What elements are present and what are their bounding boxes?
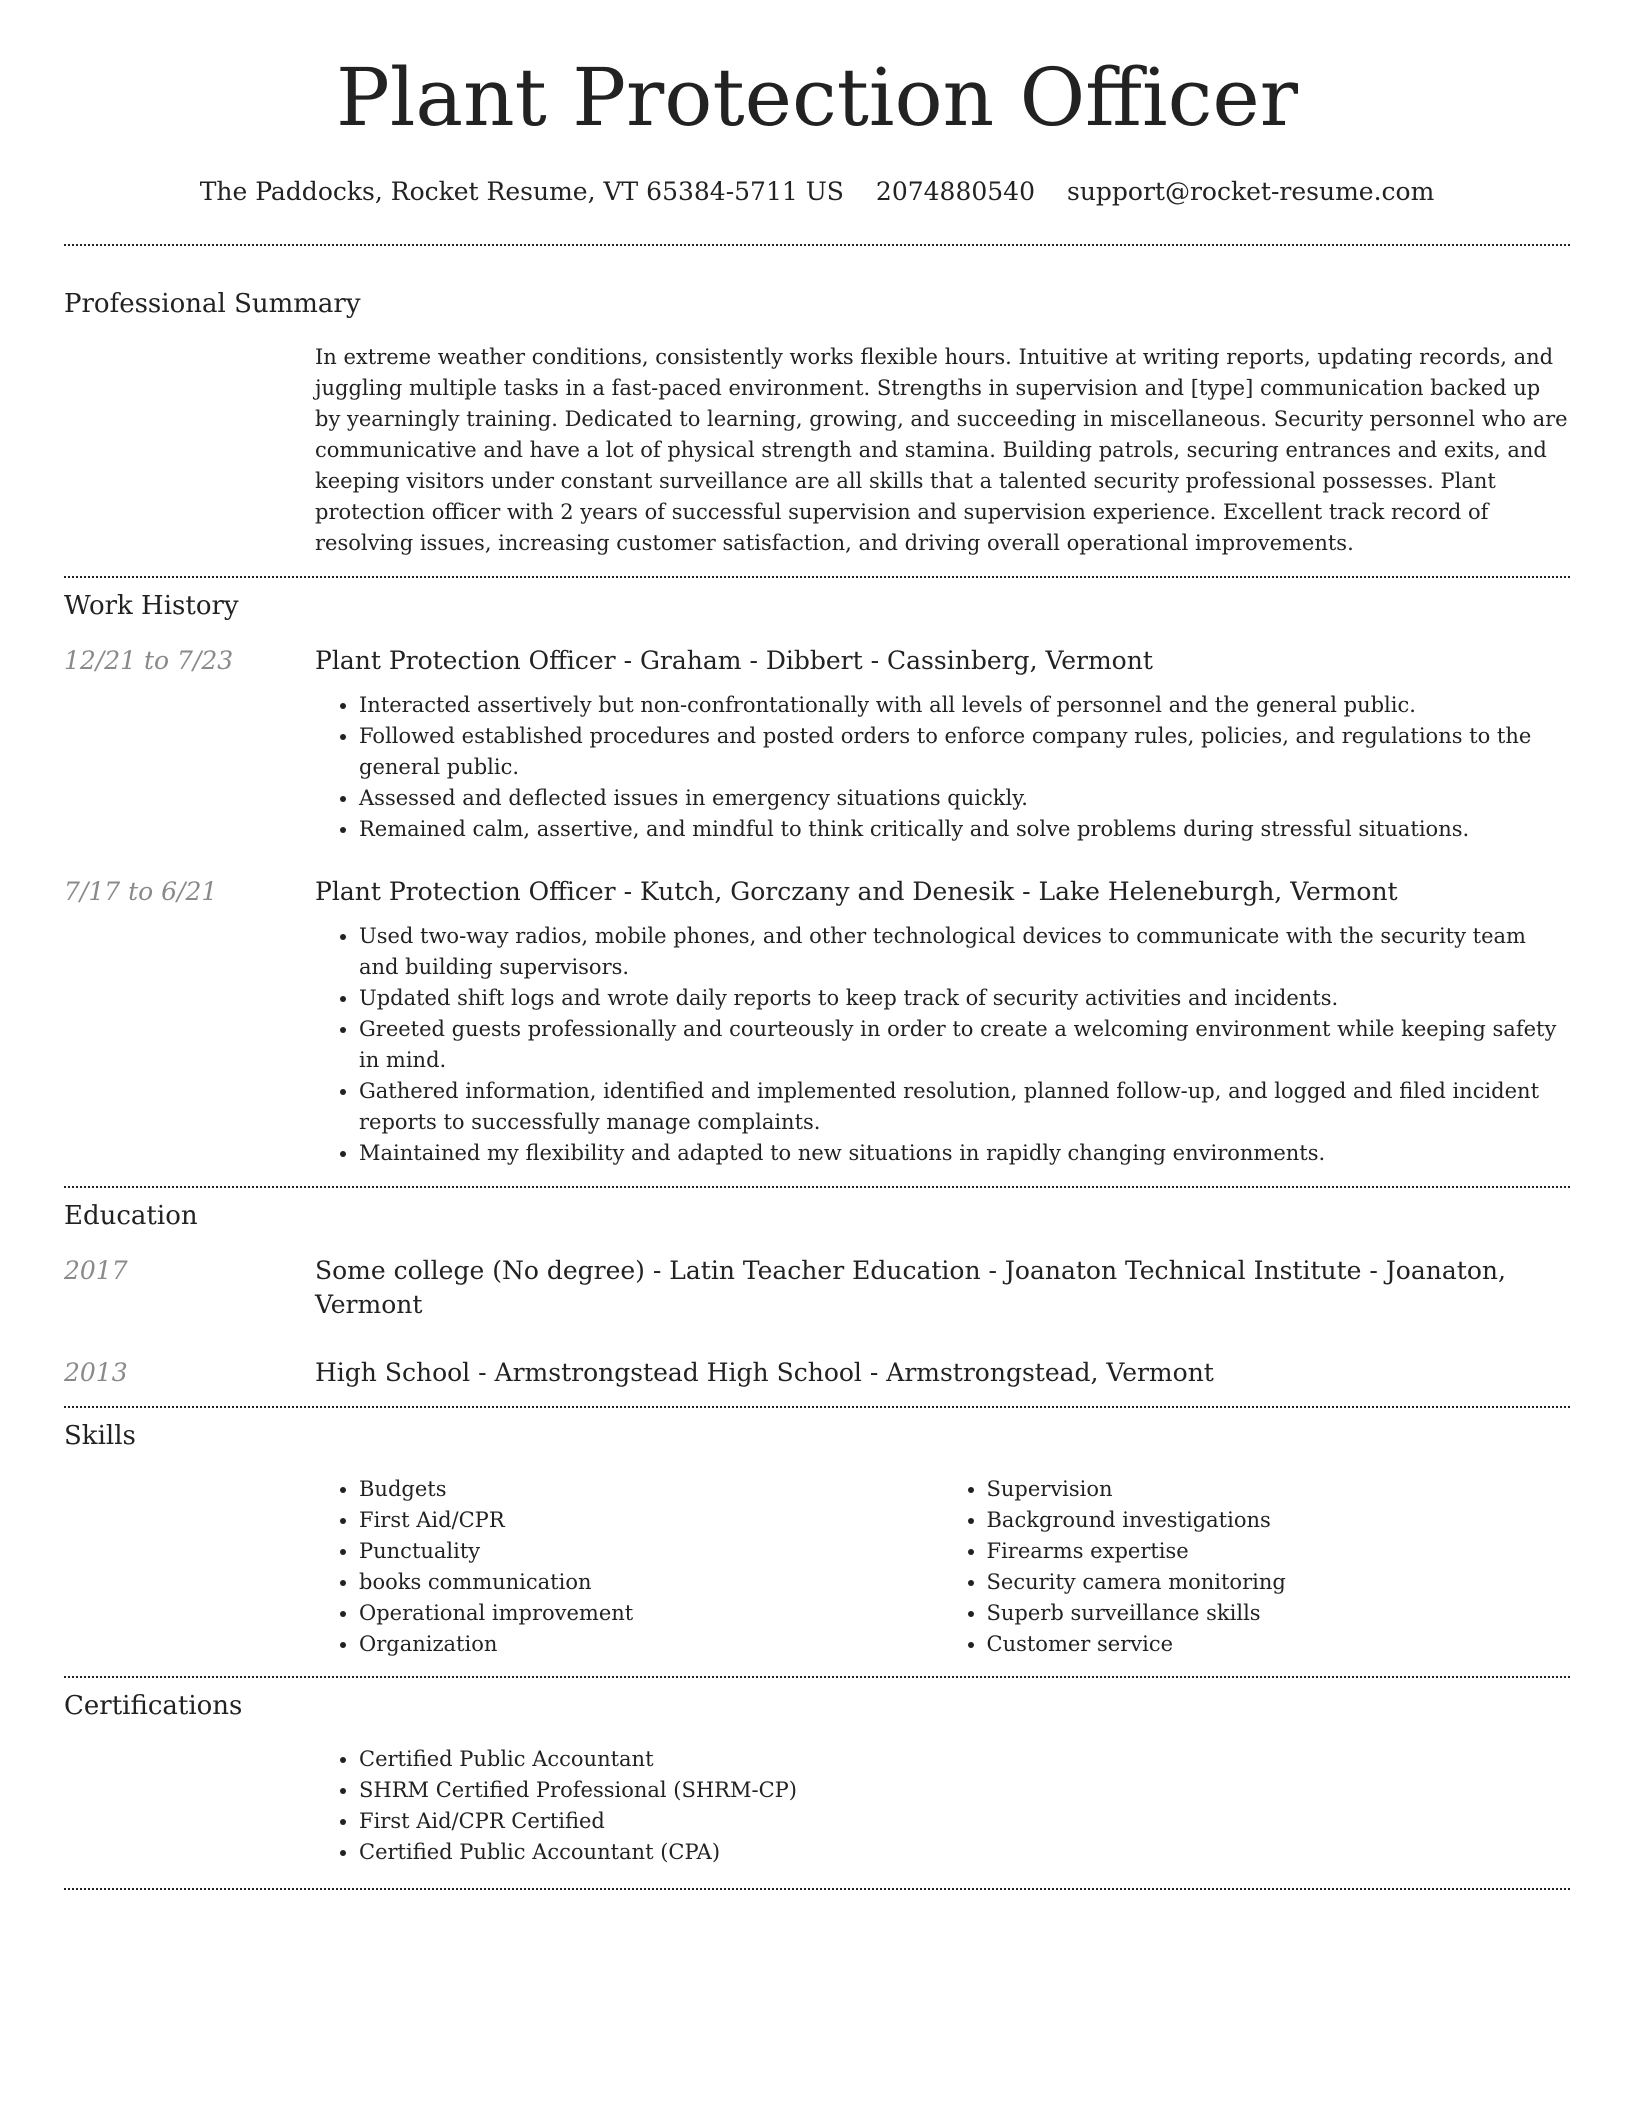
list-item: • Interacted assertively but non-confrontationally with all levels of personnel and the general public. <box>359 690 1570 721</box>
job-company: - Kutch, Gorczany and Denesik - Lake Heleneburgh, Vermont <box>615 877 1398 906</box>
job-dates: 7/17 to 6/21 <box>64 877 218 906</box>
education-year: 2017 <box>64 1256 128 1285</box>
list-item: • Budgets <box>359 1474 943 1505</box>
list-item: • Superb surveillance skills <box>987 1598 1571 1629</box>
phone: 2074880540 <box>875 177 1035 206</box>
education-section <box>64 1188 1570 1390</box>
list-item: • Updated shift logs and wrote daily reports to keep track of security activities and incidents. <box>359 983 1570 1014</box>
education-year: 2013 <box>64 1358 128 1387</box>
list-item: • SHRM Certified Professional (SHRM-CP) <box>359 1775 1570 1806</box>
list-item: • Punctuality <box>359 1536 943 1567</box>
list-item: • Supervision <box>987 1474 1571 1505</box>
summary-section <box>64 246 1570 559</box>
list-item: • Greeted guests professionally and courteously in order to create a welcoming environment while keeping safety in mind. <box>359 1014 1570 1076</box>
certifications-list <box>315 1744 1570 1868</box>
list-item: • books communication <box>359 1567 943 1598</box>
education-entry <box>64 1254 1570 1322</box>
school: - Armstrongstead High School - Armstrongstead, Vermont <box>470 1358 1214 1387</box>
section-title-certifications: Certifications <box>64 1691 243 1721</box>
degree: High School <box>315 1358 471 1387</box>
section-title-work: Work History <box>64 591 239 621</box>
education-entry <box>64 1356 1570 1390</box>
job-bullets <box>315 921 1570 1169</box>
list-item: • First Aid/CPR Certified <box>359 1806 1570 1837</box>
list-item: • Used two-way radios, mobile phones, and other technological devices to communicate with the security team and building supervisors. <box>359 921 1570 983</box>
divider <box>64 1888 1570 1890</box>
skills-section <box>64 1408 1570 1660</box>
job-entry <box>64 875 1570 1169</box>
contact-line <box>64 172 1570 212</box>
list-item: • Assessed and deflected issues in emergency situations quickly. <box>359 783 1570 814</box>
list-item: • Remained calm, assertive, and mindful to think critically and solve problems during stressful situations. <box>359 814 1570 845</box>
skills-list-right <box>943 1474 1571 1660</box>
job-dates: 12/21 to 7/23 <box>64 646 234 675</box>
degree: Some college (No degree) - Latin Teacher Education <box>315 1256 981 1285</box>
list-item: • Organization <box>359 1629 943 1660</box>
address: The Paddocks, Rocket Resume, VT 65384-5711 US <box>199 177 844 206</box>
list-item: • Gathered information, identified and implemented resolution, planned follow-up, and logged and filed incident reports to successfully manage complaints. <box>359 1076 1570 1138</box>
education-line <box>315 1254 1570 1322</box>
job-company: - Graham - Dibbert - Cassinberg, Vermont <box>615 646 1153 675</box>
section-title-skills: Skills <box>64 1421 136 1451</box>
list-item: • Certified Public Accountant (CPA) <box>359 1837 1570 1868</box>
list-item: • Certified Public Accountant <box>359 1744 1570 1775</box>
list-item: • Security camera monitoring <box>987 1567 1571 1598</box>
section-title-education: Education <box>64 1201 198 1231</box>
list-item: • Customer service <box>987 1629 1571 1660</box>
job-bullets <box>315 690 1570 845</box>
list-item: • Operational improvement <box>359 1598 943 1629</box>
list-item: • Followed established procedures and posted orders to enforce company rules, policies, and regulations to the general public. <box>359 721 1570 783</box>
skills-list-left <box>315 1474 943 1660</box>
resume-page <box>64 0 1570 1890</box>
job-heading <box>315 875 1570 909</box>
school: - Joanaton Technical Institute - Joanaton, Vermont <box>315 1256 1506 1319</box>
list-item: • First Aid/CPR <box>359 1505 943 1536</box>
education-line <box>315 1356 1570 1390</box>
certifications-section <box>64 1678 1570 1868</box>
job-title: Plant Protection Officer <box>315 646 616 675</box>
job-heading <box>315 644 1570 678</box>
job-title: Plant Protection Officer <box>315 877 616 906</box>
job-entry <box>64 644 1570 845</box>
list-item: • Firearms expertise <box>987 1536 1571 1567</box>
candidate-name: Plant Protection Officer <box>336 51 1298 144</box>
email: support@rocket-resume.com <box>1066 177 1435 206</box>
summary-text: In extreme weather conditions, consistently works flexible hours. Intuitive at writing reports, updating records, and juggling multiple tasks in a fast-paced environment. Strengths in supervision and [type] communication backed up by yearningly training. Dedicated to learning, growing, and succeeding in miscellaneous. Security personnel who are communicative and have a lot of physical strength and stamina. Building patrols, securing entrances and exits, and keeping visitors under constant surveillance are all skills that a talented security professional possesses. Plant protection officer with 2 years of successful supervision and supervision experience. Excellent track record of resolving issues, increasing customer satisfaction, and driving overall operational improvements. <box>315 345 1568 555</box>
section-title-summary: Professional Summary <box>64 289 361 319</box>
work-section <box>64 578 1570 1169</box>
list-item: • Background investigations <box>987 1505 1571 1536</box>
list-item: • Maintained my flexibility and adapted to new situations in rapidly changing environments. <box>359 1138 1570 1169</box>
